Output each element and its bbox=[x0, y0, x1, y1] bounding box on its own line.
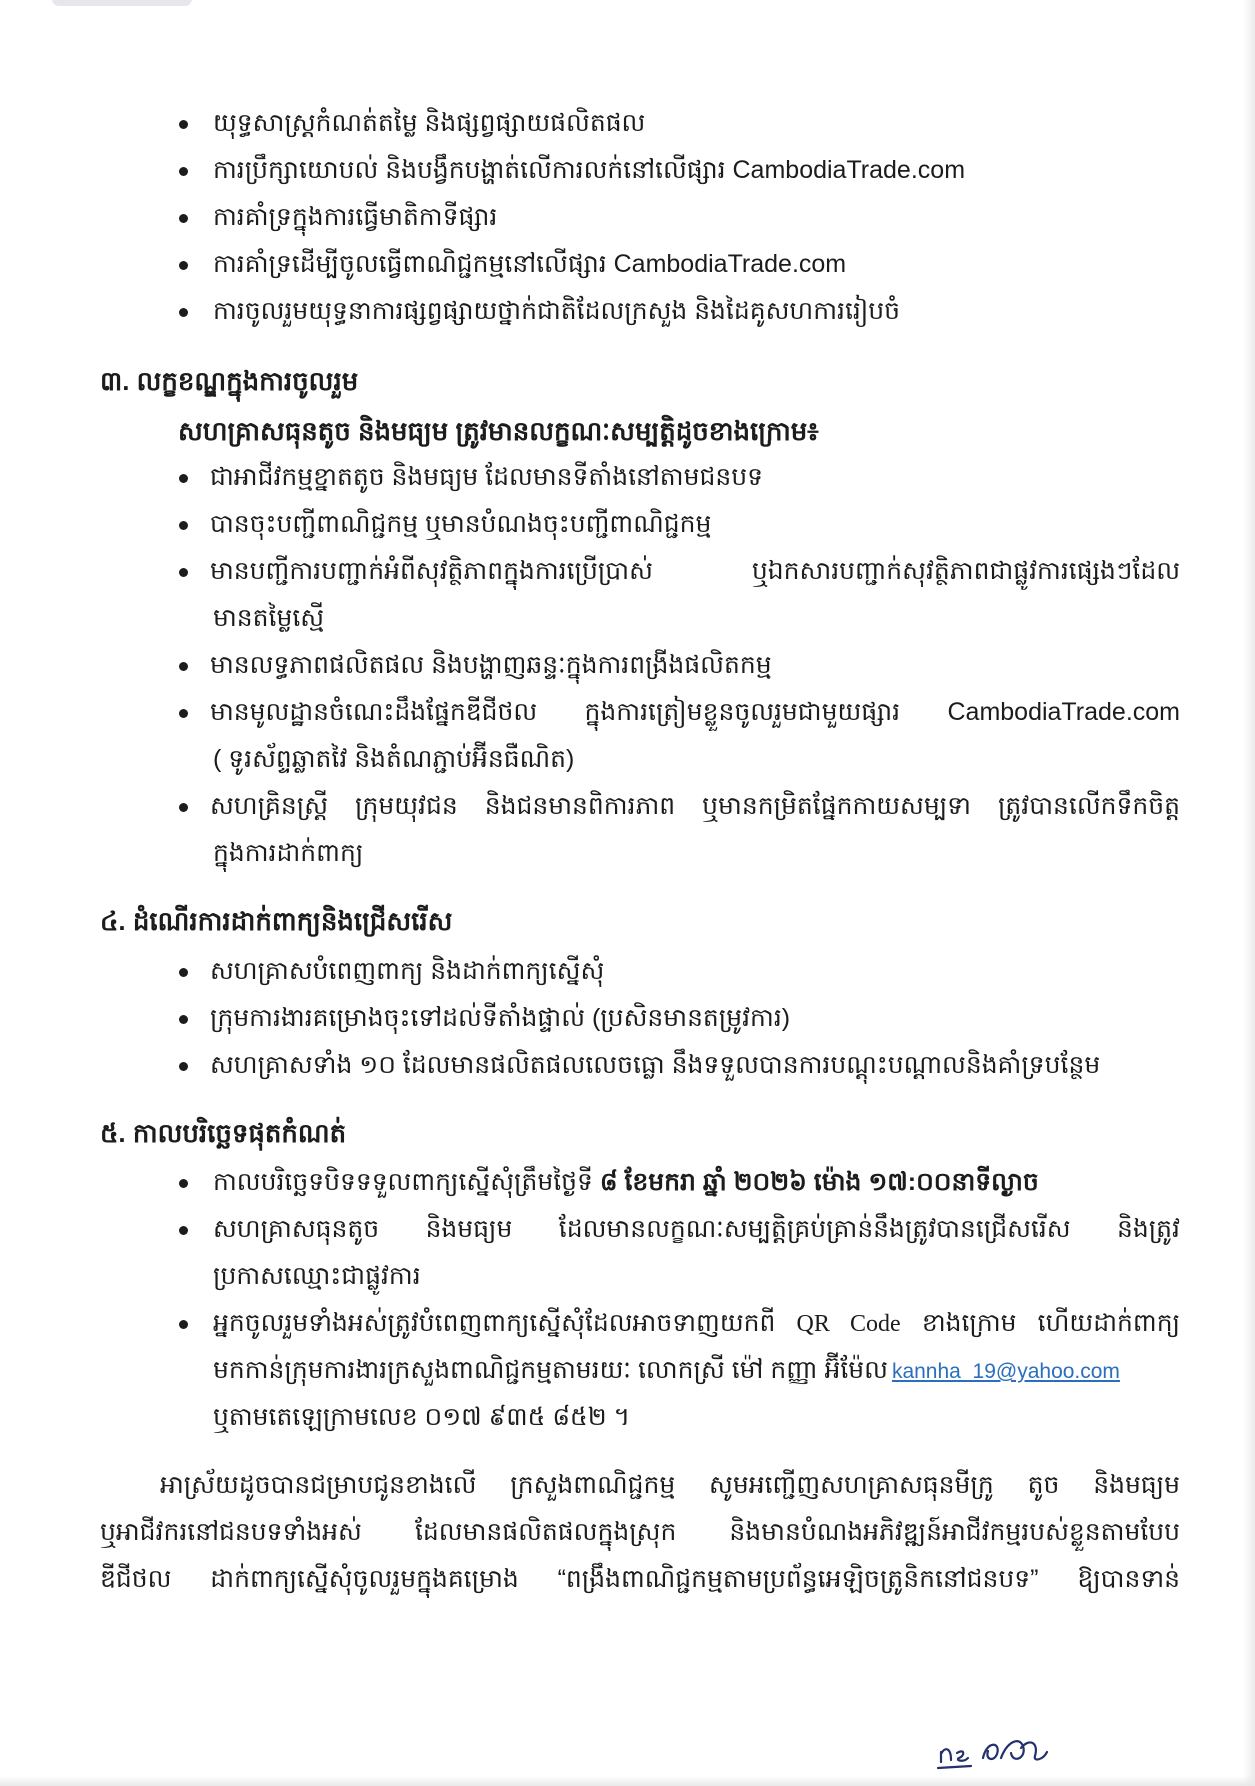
list-item-text: យុទ្ធសាស្ត្រកំណត់តម្លៃ និងផ្សព្វផ្សាយផលិតផល bbox=[213, 109, 646, 137]
bullet-marker bbox=[179, 968, 188, 977]
application-text-end: ខាងក្រោម ហើយដាក់ពាក្យ bbox=[900, 1309, 1181, 1337]
bullet-marker bbox=[179, 474, 188, 483]
bullet-marker bbox=[179, 1320, 188, 1329]
list-item bbox=[0, 689, 1255, 783]
bullet-marker bbox=[179, 662, 188, 671]
list-item-text: សហគ្រាសធុនតូច និងមធ្យម ដែលមានលក្ខណៈសម្បត្តិគ្រប់គ្រាន់នឹងត្រូវបានជ្រើសរើស និងត្រូវ bbox=[213, 1215, 1180, 1243]
qr-code-label: QR Code bbox=[796, 1311, 901, 1337]
list-item bbox=[0, 194, 1255, 241]
list-item bbox=[0, 1206, 1255, 1300]
deadline-date: ៨ ខែមករា ឆ្នាំ ២០២៦ ម៉ោង ១៧:០០នាទីល្ងាច bbox=[599, 1168, 1039, 1196]
list-item bbox=[0, 1042, 1255, 1089]
list-item-text: សហគ្រាសទាំង ១០ ដែលមានផលិតផលលេចធ្លោ នឹងទទួលបានការបណ្តុះបណ្តាលនិងគាំទ្របន្ថែម bbox=[210, 1051, 1101, 1079]
eligibility-list bbox=[0, 454, 1255, 877]
list-item-text: ការគាំទ្រក្នុងការធ្វើមាតិកាទីផ្សារ bbox=[213, 203, 498, 231]
list-item-text: មានលទ្ធភាពផលិតផល និងបង្ហាញឆន្ទៈក្នុងការពង្រីងផលិតកម្ម bbox=[210, 651, 772, 679]
bullet-marker bbox=[179, 1062, 188, 1071]
list-item-text: ក្រុមការងារគម្រោងចុះទៅដល់ទីតាំងផ្ទាល់ (ប្រសិនមានតម្រូវការ) bbox=[210, 1004, 791, 1032]
list-item-text: មានមូលដ្ឋានចំណេះដឹងផ្នែកឌីជីថល ក្នុងការត្រៀមខ្លួនចូលរួមជាមួយផ្សារ CambodiaTrade.com bbox=[210, 698, 1180, 726]
list-item bbox=[0, 995, 1255, 1042]
list-item-text: ជាអាជីវកម្មខ្នាតតូច និងមធ្យម ដែលមានទីតាំងនៅតាមជនបទ bbox=[210, 463, 763, 491]
bullet-marker bbox=[179, 261, 188, 270]
handwritten-initials bbox=[935, 1726, 1060, 1776]
closing-paragraph bbox=[0, 1462, 1255, 1603]
section-4-heading: ៤. ដំណើរការដាក់ពាក្យនិងជ្រើសរើស bbox=[100, 906, 453, 936]
bullet-marker bbox=[179, 803, 188, 812]
list-item-text-continued bbox=[213, 1347, 1180, 1394]
scan-artifact bbox=[52, 0, 192, 6]
list-item bbox=[0, 548, 1255, 642]
section-3-heading: ៣. លក្ខខណ្ឌក្នុងការចូលរួម bbox=[100, 366, 359, 396]
list-item bbox=[0, 501, 1255, 548]
list-item-text: សហគ្រិនស្ត្រី ក្រុមយុវជន និងជនមានពិការភាព ឬមានកម្រិតផ្នែកកាយសម្បទា ត្រូវបានលើកទឹកចិត្ត bbox=[210, 792, 1180, 820]
bullet-marker bbox=[179, 521, 188, 530]
list-item-text bbox=[213, 1159, 1180, 1206]
process-list bbox=[0, 948, 1255, 1089]
list-item bbox=[0, 241, 1255, 288]
bullet-marker bbox=[179, 120, 188, 129]
list-item bbox=[0, 783, 1255, 877]
list-item bbox=[0, 642, 1255, 689]
list-item bbox=[0, 454, 1255, 501]
list-item-text: បានចុះបញ្ជីពាណិជ្ជកម្ម ឬមានបំណងចុះបញ្ជីពាណិជ្ជកម្ម bbox=[210, 510, 712, 538]
list-item-text-continued: មានតម្លៃស្មើ bbox=[213, 604, 325, 632]
bullet-marker bbox=[179, 709, 188, 718]
list-item-text-continued: ឬតាមតេឡេក្រាមលេខ ០១៧ ៩៣៥ ៨៥២ ។ bbox=[213, 1403, 631, 1431]
list-item bbox=[0, 948, 1255, 995]
list-item-text-continued: ( ទូរស័ព្ទឆ្លាតវៃ និងតំណភ្ជាប់អ៊ីនធឺណិត) bbox=[213, 745, 575, 773]
list-item-text: សហគ្រាសបំពេញពាក្យ និងដាក់ពាក្យស្នើសុំ bbox=[210, 957, 605, 985]
bullet-marker bbox=[179, 167, 188, 176]
bullet-marker bbox=[179, 1226, 188, 1235]
bullet-marker bbox=[179, 1015, 188, 1024]
deadline-lead-text: កាលបរិច្ឆេទបិទទទួលពាក្យស្នើសុំត្រឹមថ្ងៃទី bbox=[213, 1168, 600, 1196]
bullet-marker bbox=[179, 1179, 188, 1188]
list-item-text-continued: ក្នុងការដាក់ពាក្យ bbox=[213, 839, 364, 867]
list-item-text: ការចូលរួមយុទ្ធនាការផ្សព្វផ្សាយថ្នាក់ជាតិដែលក្រសួង និងដៃគូសហការរៀបចំ bbox=[213, 297, 900, 325]
list-item-text-continued: ប្រកាសឈ្មោះជាផ្លូវការ bbox=[213, 1262, 421, 1290]
list-item bbox=[0, 100, 1255, 147]
list-item bbox=[0, 1300, 1255, 1441]
email-link[interactable]: kannha_19@yahoo.com bbox=[891, 1360, 1120, 1383]
contact-text: មកកាន់ក្រុមការងារក្រសួងពាណិជ្ជកម្មតាមរយៈ លោកស្រី ម៉ៅ កញ្ញា អ៊ីម៉ែល bbox=[213, 1356, 888, 1384]
bullet-marker bbox=[179, 308, 188, 317]
paragraph-line: ឌីជីថល ដាក់ពាក្យស្នើសុំចូលរួមក្នុងគម្រោង “ពង្រឹងពាណិជ្ជកម្មតាមប្រព័ន្ធអេឡិចត្រូនិកនៅជនបទ” ឱ្យបានទាន់ bbox=[100, 1565, 1180, 1593]
bullet-marker bbox=[179, 214, 188, 223]
section-3-subheading: សហគ្រាសធុនតូច និងមធ្យម ត្រូវមានលក្ខណៈសម្បត្តិដូចខាងក្រោម៖ bbox=[178, 416, 819, 446]
section-5-heading: ៥. កាលបរិច្ឆេទផុតកំណត់ bbox=[100, 1118, 347, 1148]
list-item-text: ការគាំទ្រដើម្បីចូលធ្វើពាណិជ្ជកម្មនៅលើផ្សារ CambodiaTrade.com bbox=[213, 250, 847, 278]
scan-edge-bottom bbox=[0, 1776, 1255, 1786]
list-item bbox=[0, 147, 1255, 194]
list-item-text bbox=[213, 1300, 1180, 1347]
list-item bbox=[0, 288, 1255, 335]
list-item-text: ការប្រឹក្សាយោបល់ និងបង្វឹកបង្ហាត់លើការលក់នៅលើផ្សារ CambodiaTrade.com bbox=[213, 156, 966, 184]
paragraph-line: ឬអាជីវករនៅជនបទទាំងអស់ ដែលមានផលិតផលក្នុងស្រុក និងមានបំណងអភិវឌ្ឍន៍អាជីវកម្មរបស់ខ្លួនតាមបែប bbox=[100, 1518, 1180, 1546]
list-item-text: មានបញ្ជីការបញ្ជាក់អំពីសុវត្ថិភាពក្នុងការប្រើប្រាស់ ឬឯកសារបញ្ជាក់សុវត្ថិភាពជាផ្លូវការផ្សេងៗដែល bbox=[210, 557, 1180, 585]
paragraph-line: អាស្រ័យដូចបានជម្រាបជូនខាងលើ ក្រសួងពាណិជ្ជកម្ម សូមអញ្ជើញសហគ្រាសធុនមីក្រូ តូច និងមធ្យម bbox=[160, 1471, 1180, 1499]
bullet-marker bbox=[179, 568, 188, 577]
services-list bbox=[0, 100, 1255, 335]
application-text: អ្នកចូលរួមទាំងអស់ត្រូវបំពេញពាក្យស្នើសុំដែលអាចទាញយកពី bbox=[213, 1309, 797, 1337]
list-item bbox=[0, 1159, 1255, 1206]
deadline-list bbox=[0, 1159, 1255, 1441]
